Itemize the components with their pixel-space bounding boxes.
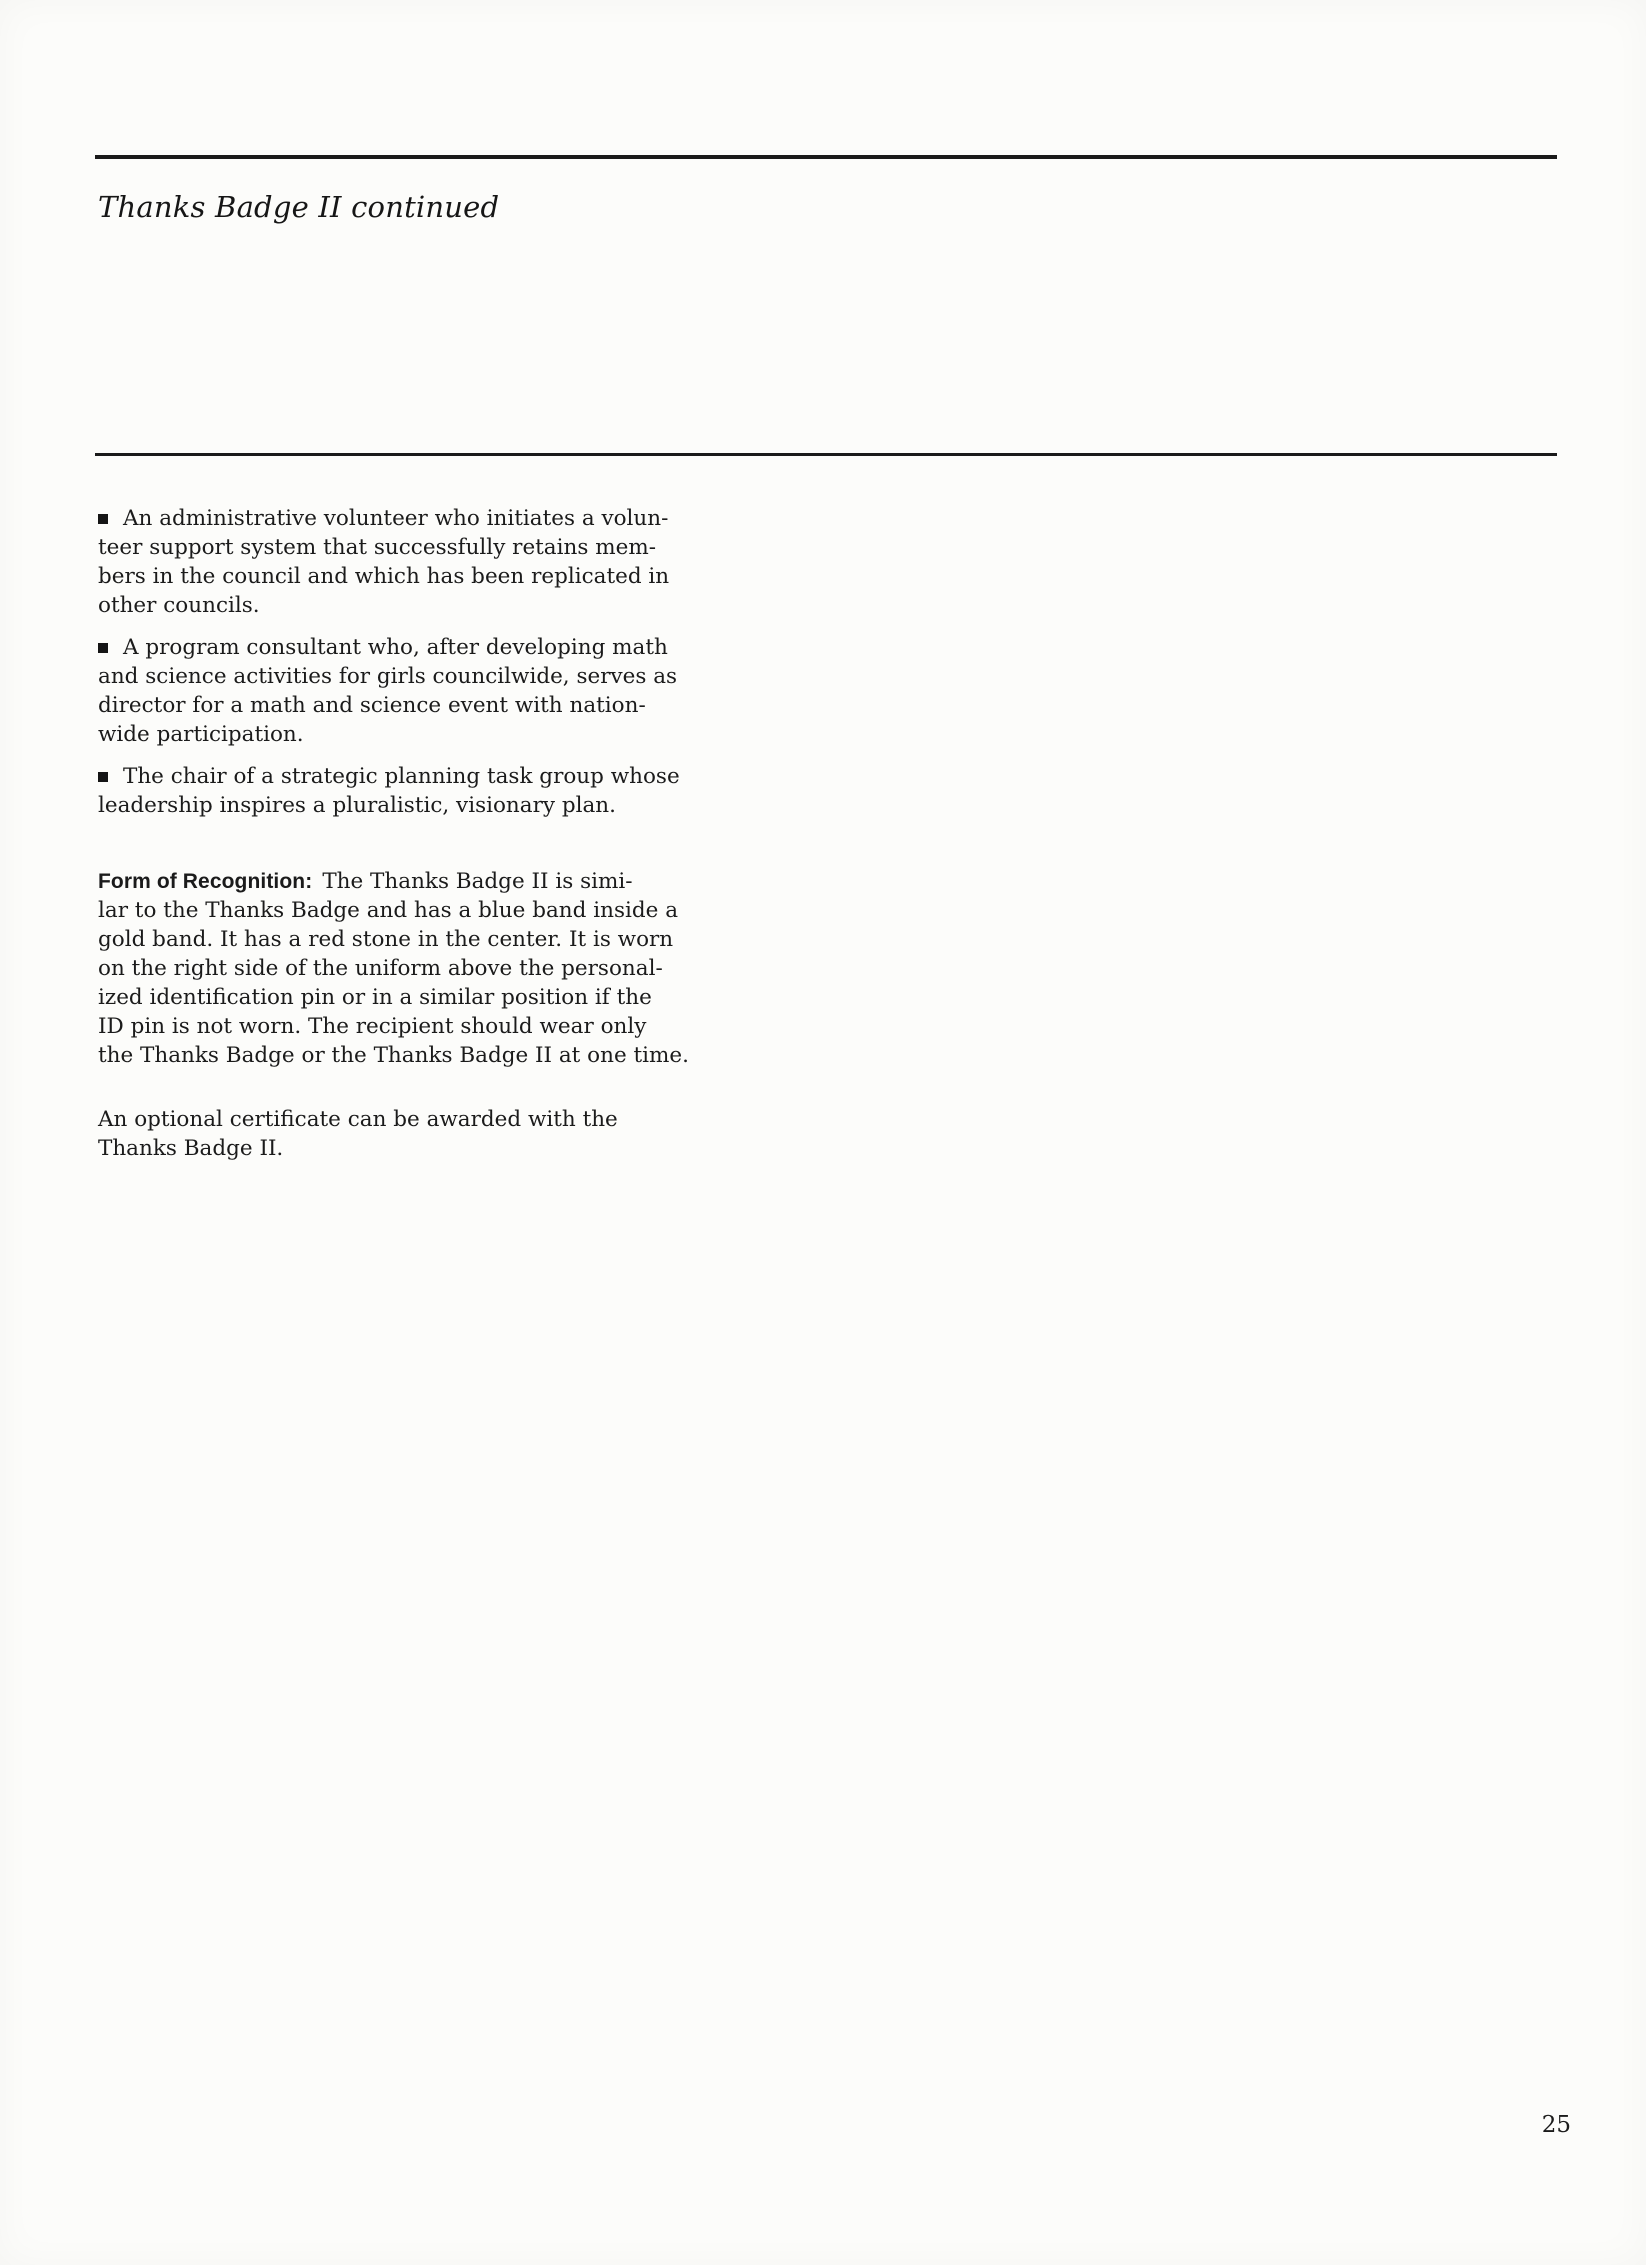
text-line	[98, 633, 668, 662]
page-title: Thanks Badge II continued	[98, 190, 500, 224]
text-line: An administrative volunteer who initiates a volun-	[123, 506, 669, 531]
text-line: and science activities for girls councilwide, serves as	[98, 664, 678, 689]
text-line	[98, 762, 680, 791]
form-of-recognition-paragraph	[98, 867, 689, 1070]
bullet-square-icon	[98, 643, 108, 653]
text-line	[98, 867, 633, 896]
page-number: 25	[1541, 2112, 1571, 2138]
text-line: director for a math and science event with nation-	[98, 693, 646, 718]
text-line: Thanks Badge II.	[98, 1136, 284, 1161]
text-line: leadership inspires a pluralistic, visionary plan.	[98, 793, 616, 818]
text-line: lar to the Thanks Badge and has a blue band inside a	[98, 898, 679, 923]
text-line: The chair of a strategic planning task group whose	[123, 764, 680, 789]
bullet-square-icon	[98, 772, 108, 782]
text-line: other councils.	[98, 593, 260, 618]
bullet-square-icon	[98, 514, 108, 524]
paragraph-lead-label: Form of Recognition:	[98, 870, 313, 893]
text-line: An optional certificate can be awarded with the	[98, 1107, 618, 1132]
horizontal-rule-top	[95, 155, 1557, 159]
text-line: bers in the council and which has been replicated in	[98, 564, 670, 589]
text-line: The Thanks Badge II is simi-	[322, 869, 633, 894]
bullet-item	[98, 762, 680, 820]
text-line: the Thanks Badge or the Thanks Badge II at one time.	[98, 1043, 689, 1068]
body-column	[98, 504, 689, 1176]
text-line: on the right side of the uniform above the personal-	[98, 956, 663, 981]
bullet-item	[98, 504, 670, 620]
closing-paragraph	[98, 1105, 618, 1163]
horizontal-rule-middle	[95, 453, 1557, 456]
text-line: ID pin is not worn. The recipient should wear only	[98, 1014, 647, 1039]
text-line: gold band. It has a red stone in the center. It is worn	[98, 927, 674, 952]
bullet-item	[98, 633, 678, 749]
text-line: ized identification pin or in a similar position if the	[98, 985, 652, 1010]
text-line: wide participation.	[98, 722, 304, 747]
text-line: A program consultant who, after developing math	[123, 635, 668, 660]
text-line: teer support system that successfully retains mem-	[98, 535, 656, 560]
text-line	[98, 504, 669, 533]
